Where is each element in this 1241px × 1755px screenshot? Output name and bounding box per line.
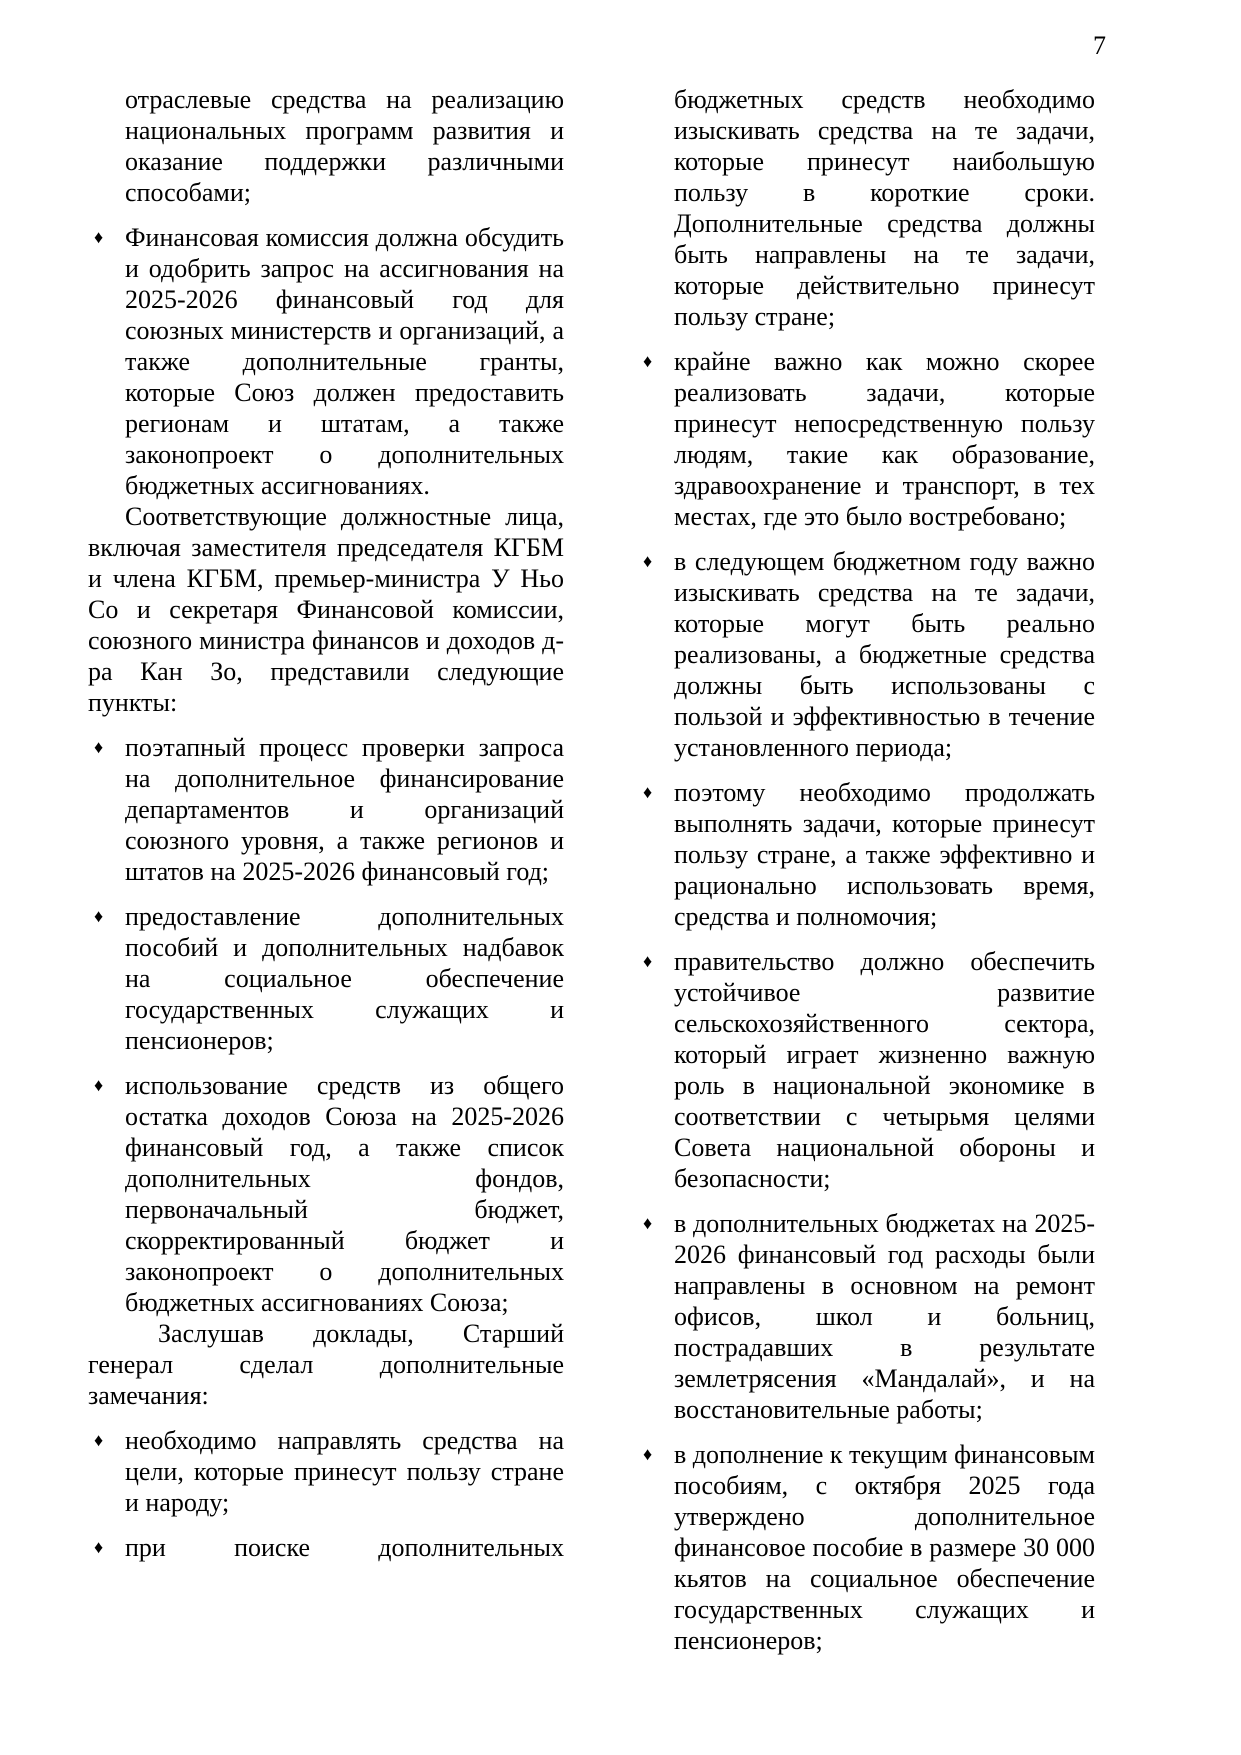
bullet-list-item (88, 1425, 564, 1518)
bullet-item-text: предоставление дополнительных пособий и дополнительных надбавок на социальное обеспечение государственных служащих и пенсионеров; (125, 902, 564, 1055)
bullet-item-text: использование средств из общего остатка доходов Союза на 2025-2026 финансовый год, а также список дополнительных фондов, первоначальный бюджет, скорректированный бюджет и законопроект о дополнительных бюджетных ассигнованиях Союза; (125, 1071, 564, 1317)
bullet-diamond-icon: ♦ (643, 551, 653, 571)
page-number: 7 (1093, 31, 1106, 60)
bullet-diamond-icon: ♦ (643, 782, 653, 802)
bullet-item-text: необходимо направлять средства на цели, которые принесут пользу стране и народу; (125, 1426, 564, 1517)
paragraph-text: отраслевые средства на реализацию национальных программ развития и оказание поддержки различными способами; (125, 85, 564, 207)
bullet-diamond-icon: ♦ (643, 351, 653, 371)
bullet-diamond-icon: ♦ (94, 737, 104, 757)
bullet-list-item (637, 546, 1095, 763)
left-column (88, 84, 564, 1563)
bullet-diamond-icon: ♦ (94, 227, 104, 247)
bullet-list-item (88, 1532, 564, 1563)
bullet-diamond-icon: ♦ (643, 1444, 653, 1464)
bullet-list-item (88, 222, 564, 501)
bullet-list-item (88, 732, 564, 887)
right-column (637, 84, 1095, 1656)
paragraph: Соответствующие должностные лица, включая заместителя председателя КГБМ и члена КГБМ, премьер-министра У Ньо Со и секретаря Финансовой комиссии, союзного министра финансов и доходов д-ра Кан Зо, представили следующие пункты: (88, 502, 564, 717)
paragraph-text: бюджетных средств необходимо изыскивать средства на те задачи, которые принесут наибольшую пользу в короткие сроки. Дополнительные средства должны быть направлены на те задачи, которые действительно принесут пользу стране; (674, 85, 1095, 331)
continuation-paragraph (88, 84, 564, 208)
bullet-diamond-icon: ♦ (94, 1537, 104, 1557)
bullet-list-item (637, 946, 1095, 1194)
bullet-list-item (88, 901, 564, 1056)
bullet-item-text: в дополнение к текущим финансовым пособиям, с октября 2025 года утверждено дополнительное финансовое пособие в размере 30 000 кьятов на социальное обеспечение государственных служащих и пенсионеров; (674, 1440, 1095, 1655)
bullet-diamond-icon: ♦ (643, 951, 653, 971)
bullet-item-text: при поиске дополнительных (125, 1533, 564, 1562)
bullet-list-item (637, 777, 1095, 932)
bullet-diamond-icon: ♦ (94, 906, 104, 926)
bullet-list-item (637, 1439, 1095, 1656)
bullet-item-text: поэтому необходимо продолжать выполнять задачи, которые принесут пользу стране, а также эффективно и рационально использовать время, средства и полномочия; (674, 778, 1095, 931)
bullet-item-text: крайне важно как можно скорее реализовать задачи, которые принесут непосредственную пользу людям, такие как образование, здравоохранение и транспорт, в тех местах, где это было востребовано; (674, 347, 1095, 531)
bullet-item-text: в следующем бюджетном году важно изыскивать средства на те задачи, которые могут быть реально реализованы, а бюджетные средства должны быть использованы с пользой и эффективностью в течение установленного периода; (674, 547, 1095, 762)
continuation-paragraph (637, 84, 1095, 332)
bullet-diamond-icon: ♦ (643, 1213, 653, 1233)
bullet-item-text: поэтапный процесс проверки запроса на дополнительное финансирование департаментов и организаций союзного уровня, а также регионов и штатов на 2025-2026 финансовый год; (125, 733, 564, 886)
bullet-diamond-icon: ♦ (94, 1075, 104, 1095)
paragraph: Заслушав доклады, Старший генерал сделал дополнительные замечания: (88, 1319, 564, 1410)
bullet-list-item (88, 1070, 564, 1318)
bullet-list-item (637, 346, 1095, 532)
bullet-list-item (637, 1208, 1095, 1425)
bullet-diamond-icon: ♦ (94, 1430, 104, 1450)
bullet-item-text: в дополнительных бюджетах на 2025-2026 финансовый год расходы были направлены в основном на ремонт офисов, школ и больниц, пострадавших в результате землетрясения «Мандалай», и на восстановительные работы; (674, 1209, 1095, 1424)
bullet-item-text: правительство должно обеспечить устойчивое развитие сельскохозяйственного сектора, который играет жизненно важную роль в национальной экономике в соответствии с четырьмя целями Совета национальной обороны и безопасности; (674, 947, 1095, 1193)
bullet-item-text: Финансовая комиссия должна обсудить и одобрить запрос на ассигнования на 2025-2026 финансовый год для союзных министерств и организаций, а также дополнительные гранты, которые Союз должен предоставить регионам и штатам, а также законопроект о дополнительных бюджетных ассигнованиях. (125, 223, 564, 500)
